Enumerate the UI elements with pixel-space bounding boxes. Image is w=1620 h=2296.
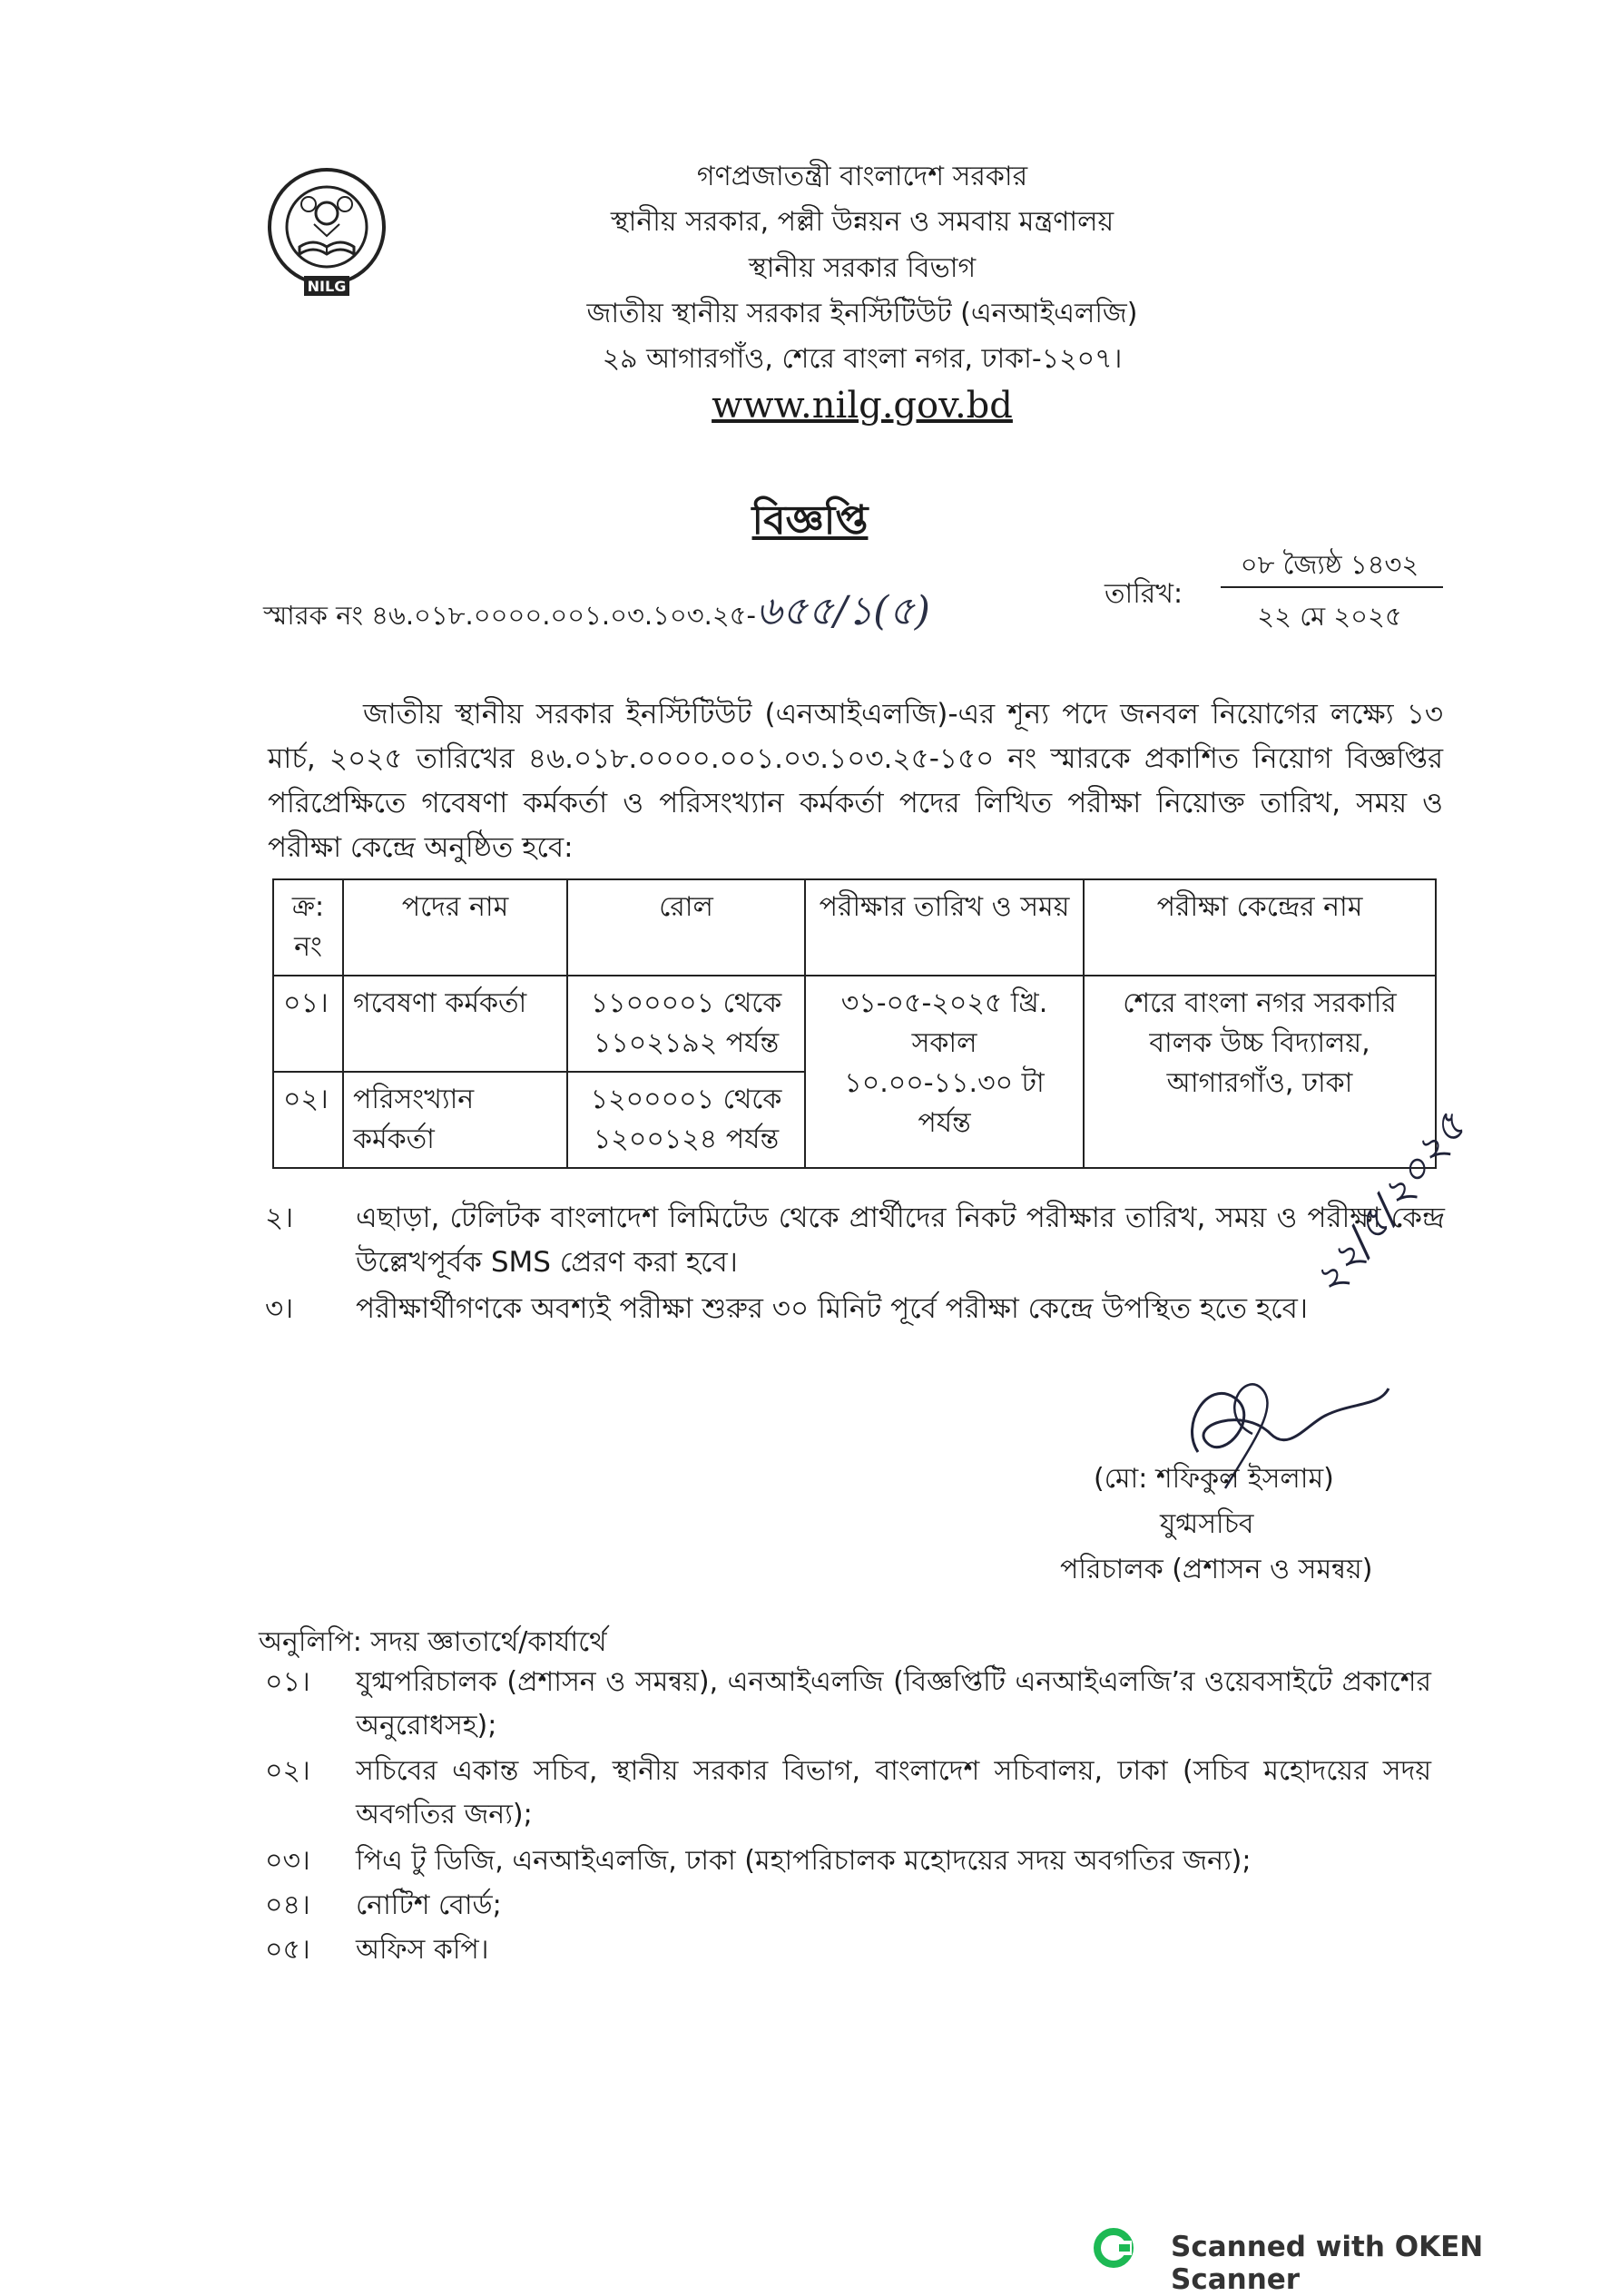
copy-text: নোটিশ বোর্ড;: [356, 1889, 502, 1921]
copy-text: পিএ টু ডিজি, এনআইএলজি, ঢাকা (মহাপরিচালক মহোদয়ের সদয় অবগতির জন্য);: [356, 1845, 1252, 1877]
copy-number: ০২।: [265, 1755, 310, 1787]
scanner-watermark: Scanned with OKEN Scanner: [1171, 2231, 1484, 2296]
oken-scanner-icon: [1094, 2228, 1134, 2269]
header-centre: পরীক্ষা কেন্দ্রের নাম: [1084, 879, 1436, 976]
header-date-time: পরীক্ষার তারিখ ও সময়: [805, 879, 1084, 976]
row-serial: ০২।: [273, 1072, 343, 1168]
note-text: এছাড়া, টেলিটক বাংলাদেশ লিমিটেড থেকে প্রার্থীদের নিকট পরীক্ষার তারিখ, সময় ও পরীক্ষা কেন্দ্র উল্লেখপূর্বক SMS প্রেরণ করা হবে।: [356, 1202, 1445, 1279]
logo-text: NILG: [307, 278, 347, 295]
header-post: পদের নাম: [343, 879, 567, 976]
memo-number: [263, 581, 930, 647]
website-link[interactable]: www.nilg.gov.bd: [712, 385, 1013, 427]
table-row: [273, 976, 1436, 1072]
note-number: ২।: [265, 1202, 294, 1234]
date-english: ২২ মে ২০২৫: [1257, 601, 1402, 632]
date-divider: [1221, 586, 1443, 588]
ministry-name: স্থানীয় সরকার, পল্লী উন্নয়ন ও সমবায় মন্ত্রণালয়: [610, 206, 1114, 238]
table-header-row: [273, 879, 1436, 976]
notice-title: বিজ্ঞপ্তি: [751, 497, 869, 544]
body-text: জাতীয় স্থানীয় সরকার ইনস্টিটিউট (এনআইএলজি)-এর শূন্য পদে জনবল নিয়োগের লক্ষ্যে ১৩ মার্চ, ২০২৫ তারিখের ৪৬.০১৮.০০০০.০০১.০৩.১০৩.২৫-১৫০ নং স্মারকে প্রকাশিত নিয়োগ বিজ্ঞপ্তির পরিপ্রেক্ষিতে গবেষণা কর্মকর্তা ও পরিসংখ্যান কর্মকর্তা পদের লিখিত পরীক্ষা নিয়োক্ত তারিখ, সময় ও পরীক্ষা কেন্দ্রে অনুষ্ঠিত হবে:: [268, 698, 1443, 864]
signatory-designation: যুগ্মসচিব: [1160, 1508, 1254, 1540]
signatory-name: (মো: শফিকুল ইসলাম): [1094, 1463, 1334, 1495]
division-name: স্থানীয় সরকার বিভাগ: [748, 252, 977, 284]
copy-text: যুগ্মপরিচালক (প্রশাসন ও সমন্বয়), এনআইএলজি (বিজ্ঞপ্তিটি এনআইএলজি’র ওয়েবসাইটে প্রকাশের অনুরোধসহ);: [356, 1666, 1431, 1742]
handwritten-date: ২২/৫/২০২৫: [1302, 1102, 1476, 1305]
govt-name: গণপ্রজাতন্ত্রী বাংলাদেশ সরকার: [696, 161, 1028, 192]
signatory-office: পরিচালক (প্রশাসন ও সমন্বয়): [1060, 1554, 1373, 1585]
exam-date: ৩১-০৫-২০২৫ খ্রি.: [840, 987, 1048, 1019]
date-bangla: ০৮ জ্যৈষ্ঠ ১৪৩২: [1240, 549, 1419, 580]
copy-number: ০৫।: [265, 1934, 310, 1966]
institute-address: ২৯ আগারগাঁও, শেরে বাংলা নগর, ঢাকা-১২০৭।: [602, 343, 1123, 375]
row-serial: ০১।: [273, 976, 343, 1072]
memo-prefix: স্মারক নং ৪৬.০১৮.০০০০.০০১.০৩.১০৩.২৫-: [263, 600, 756, 631]
exam-date-time-cell: [805, 976, 1084, 1168]
row-roll: ১২০০০০১ থেকে ১২০০১২৪ পর্যন্ত: [567, 1072, 805, 1168]
copies-label: অনুলিপি: সদয় জ্ঞাতার্থে/কার্যার্থে: [259, 1626, 607, 1658]
row-post: গবেষণা কর্মকর্তা: [343, 976, 567, 1072]
row-post: পরিসংখ্যান কর্মকর্তা: [343, 1072, 567, 1168]
header-serial: ক্র: নং: [273, 879, 343, 976]
exam-centre: শেরে বাংলা নগর সরকারি বালক উচ্চ বিদ্যালয়, আগারগাঁও, ঢাকা: [1084, 976, 1436, 1168]
memo-handwritten: ৬৫৫/১(৫): [755, 588, 930, 634]
institute-name: জাতীয় স্থানীয় সরকার ইনস্টিটিউট (এনআইএলজি): [586, 298, 1138, 329]
copy-text: অফিস কপি।: [356, 1934, 489, 1966]
note-number: ৩।: [265, 1292, 294, 1325]
copy-number: ০৩।: [265, 1845, 310, 1877]
copy-number: ০১।: [265, 1666, 310, 1698]
body-paragraph: [268, 692, 1443, 870]
note-text: পরীক্ষার্থীগণকে অবশ্যই পরীক্ষা শুরুর ৩০ মিনিট পূর্বে পরীক্ষা কেন্দ্রে উপস্থিত হতে হবে।: [356, 1292, 1308, 1325]
header-roll: রোল: [567, 879, 805, 976]
copy-number: ০৪।: [265, 1889, 310, 1921]
exam-schedule-table: [272, 878, 1437, 1169]
copy-text: সচিবের একান্ত সচিব, স্থানীয় সরকার বিভাগ, বাংলাদেশ সচিবালয়, ঢাকা (সচিব মহোদয়ের সদয় অবগতির জন্য);: [356, 1755, 1431, 1830]
row-roll: ১১০০০০১ থেকে ১১০২১৯২ পর্যন্ত: [567, 976, 805, 1072]
date-label: তারিখ:: [1105, 578, 1183, 610]
exam-time-label: সকাল: [911, 1027, 977, 1059]
exam-time: ১০.০০-১১.৩০ টা পর্যন্ত: [844, 1067, 1045, 1139]
nilg-seal-icon: [263, 163, 390, 309]
